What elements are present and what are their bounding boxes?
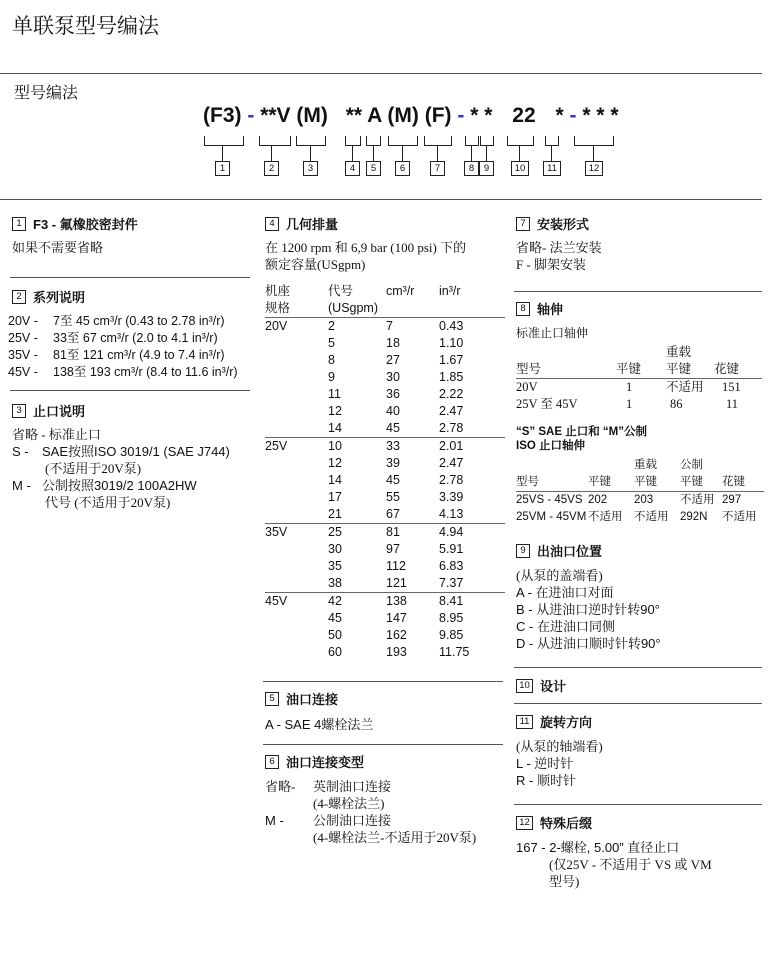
section-text: F - 脚架安装	[516, 257, 587, 272]
code-bracket	[366, 136, 381, 146]
cell: 10	[328, 438, 386, 456]
cell	[265, 610, 328, 627]
option-code: S -	[12, 444, 29, 459]
cell: 不适用	[680, 492, 722, 510]
cell: 2.47	[439, 404, 464, 418]
code-bracket	[507, 136, 534, 146]
cell	[265, 506, 328, 524]
col-header: 重载	[634, 459, 657, 471]
section-divider	[10, 390, 250, 391]
label-box: 10	[511, 161, 529, 176]
displacement-table	[265, 283, 505, 661]
section-10	[516, 676, 766, 695]
cell	[265, 352, 328, 369]
shaft-table-standard	[516, 344, 762, 413]
code-part: *	[596, 104, 605, 127]
cell: 20V	[516, 379, 616, 397]
cell: 27	[386, 353, 400, 367]
code-part: A	[367, 104, 382, 127]
cell: 60	[328, 645, 342, 659]
option-note: (4-螺栓法兰)	[313, 796, 385, 811]
table-row	[265, 541, 505, 558]
bracket-stem	[271, 146, 272, 161]
cell: 8	[328, 353, 335, 367]
cell: 17	[328, 490, 342, 504]
section-text: ISO 止口轴伸	[516, 440, 586, 452]
cell: 138	[386, 593, 439, 611]
label-box: 7	[430, 161, 445, 176]
section-title: 安装形式	[537, 217, 590, 232]
bracket-stem	[593, 146, 594, 161]
section-title: 轴伸	[537, 302, 564, 317]
page-title: 单联泵型号编法	[12, 15, 159, 38]
label-box: 6	[395, 161, 410, 176]
bracket-stem	[519, 146, 520, 161]
table-row	[265, 472, 505, 489]
table-row	[265, 403, 505, 420]
section-number: 5	[265, 692, 279, 706]
section-number: 8	[516, 302, 530, 316]
table-row	[265, 575, 505, 593]
code-part: (F)	[424, 104, 452, 127]
cell: 9.85	[439, 628, 464, 642]
section-number: 1	[12, 217, 26, 231]
table-row	[265, 352, 505, 369]
code-bracket	[204, 136, 244, 146]
table-row	[265, 386, 505, 403]
label-box: 4	[345, 161, 360, 176]
cell: 50	[328, 628, 342, 642]
table-row	[265, 318, 505, 336]
section-title: F3 - 氟橡胶密封件	[33, 217, 138, 232]
cell: 14	[328, 421, 342, 435]
code-part: *	[582, 104, 591, 127]
col-header: 平键	[666, 362, 692, 376]
cell: 1.85	[439, 370, 464, 384]
table-row	[265, 335, 505, 352]
option-note: 型号)	[549, 874, 580, 889]
bracket-stem	[352, 146, 353, 161]
code-bracket	[480, 136, 494, 146]
cell: 45V	[265, 593, 328, 611]
cell: 2.78	[439, 421, 464, 435]
bracket-stem	[486, 146, 487, 161]
section-divider	[514, 804, 762, 805]
cell: 25VM - 45VM	[516, 511, 587, 523]
cell: 81	[386, 524, 439, 542]
series-table	[8, 313, 238, 381]
code-part: (M)	[387, 104, 419, 127]
section-title: 油口连接变型	[286, 755, 365, 770]
section-title: 出油口位置	[537, 544, 603, 559]
cell: 3.39	[439, 490, 464, 504]
cell: 2.78	[439, 473, 464, 487]
col-header: 规格	[265, 301, 291, 315]
option-text: 英制油口连接	[313, 779, 392, 794]
series-code: 35V -	[8, 348, 38, 362]
section-number: 11	[516, 715, 533, 729]
cell: 151	[714, 379, 762, 397]
cell: 14	[328, 473, 342, 487]
section-11	[516, 712, 766, 789]
cell: 67	[386, 507, 400, 521]
option-text: 公制按照3019/2 100A2HW	[42, 478, 197, 493]
section-text: 标准止口轴伸	[516, 326, 589, 340]
col-header: 花键	[722, 476, 745, 488]
cell	[265, 489, 328, 506]
cell: 86	[670, 397, 683, 411]
bracket-stem	[471, 146, 472, 161]
option-text: 167 - 2-螺栓, 5.00” 直径止口	[516, 840, 680, 855]
bracket-stem	[402, 146, 403, 161]
option-note: (仅25V - 不适用于 VS 或 VM	[549, 857, 712, 872]
col-header: 平键	[634, 476, 657, 488]
section-text: (从泵的轴端看)	[516, 739, 603, 754]
col-header: 型号	[516, 476, 539, 488]
col-header: cm³/r	[386, 284, 415, 298]
section-6	[265, 752, 505, 846]
section-title: 设计	[540, 679, 567, 694]
section-number: 6	[265, 755, 279, 769]
section-7	[516, 214, 766, 273]
cell: 202	[588, 492, 634, 510]
series-range: 81至 121 cm³/r (4.9 to 7.4 in³/r)	[53, 348, 225, 362]
label-box: 1	[215, 161, 230, 176]
cell: 6.83	[439, 559, 464, 573]
series-range: 7至 45 cm³/r (0.43 to 2.78 in³/r)	[53, 314, 225, 328]
section-divider	[10, 277, 250, 278]
section-divider	[263, 681, 503, 682]
section-9	[516, 541, 766, 652]
section-5	[265, 689, 505, 733]
cell	[265, 420, 328, 438]
section-text: A - SAE 4螺栓法兰	[265, 717, 374, 732]
section-title: 几何排量	[286, 217, 339, 232]
section-number: 3	[12, 404, 26, 418]
section-number: 12	[516, 816, 533, 830]
option-text: B - 从进油口逆时针转90°	[516, 602, 660, 617]
cell: 21	[328, 507, 342, 521]
section-number: 10	[516, 679, 533, 693]
bracket-stem	[551, 146, 552, 161]
label-box: 5	[366, 161, 381, 176]
option-text: C - 在进油口同侧	[516, 619, 615, 634]
section-number: 7	[516, 217, 530, 231]
section-title: 油口连接	[286, 692, 339, 707]
cell: 5.91	[439, 542, 464, 556]
label-box: 8	[464, 161, 479, 176]
section-text: 如果不需要省略	[12, 240, 104, 255]
col-header: 平键	[616, 362, 642, 376]
cell	[265, 369, 328, 386]
section-title: 特殊后缀	[540, 816, 593, 831]
cell	[265, 455, 328, 472]
label-box: 9	[479, 161, 494, 176]
cell: 25	[328, 524, 386, 542]
table-row	[265, 593, 505, 611]
shaft-table-iso	[516, 457, 764, 526]
code-part: *	[610, 104, 619, 127]
code-dash: -	[569, 104, 577, 127]
section-text: “S” SAE 止口和 “M”公制	[516, 426, 647, 438]
code-part: *	[484, 104, 493, 127]
cell: 2.22	[439, 387, 464, 401]
option-code: 省略-	[265, 779, 296, 794]
cell: 8.95	[439, 611, 464, 625]
cell: 2	[328, 318, 386, 336]
code-bracket	[465, 136, 479, 146]
section-number: 9	[516, 544, 530, 558]
cell: 7	[386, 318, 439, 336]
cell: 11	[328, 387, 341, 401]
cell: 0.43	[439, 318, 505, 336]
col-header: (USgpm)	[328, 301, 379, 315]
cell: 11.75	[439, 645, 470, 659]
code-part: (F3)	[203, 104, 242, 127]
cell: 不适用	[634, 511, 669, 523]
cell: 38	[328, 576, 342, 590]
cell: 12	[328, 456, 342, 470]
cell: 不适用	[666, 379, 714, 397]
option-text: R - 顺时针	[516, 773, 576, 788]
cell: 1	[616, 379, 666, 397]
cell	[265, 335, 328, 352]
cell: 4.94	[439, 524, 505, 542]
code-bracket	[574, 136, 614, 146]
cell: 不适用	[722, 511, 757, 523]
table-row	[265, 420, 505, 438]
cell: 162	[386, 628, 407, 642]
code-bracket	[424, 136, 452, 146]
code-bracket	[259, 136, 291, 146]
section-title: 系列说明	[33, 290, 86, 305]
option-code: M -	[12, 478, 31, 493]
option-code: M -	[265, 813, 284, 828]
section-text: (从泵的盖端看)	[516, 568, 603, 583]
code-part: 22	[512, 104, 536, 127]
section-divider	[514, 667, 762, 668]
cell: 45	[386, 473, 400, 487]
cell	[265, 627, 328, 644]
code-part: *	[555, 104, 564, 127]
table-row	[265, 644, 505, 661]
cell: 203	[634, 492, 680, 510]
title-divider	[0, 73, 762, 74]
section-subtitle: 型号编法	[14, 85, 79, 102]
col-header: 代号	[328, 284, 354, 298]
code-part: **V	[260, 104, 291, 127]
cell	[265, 541, 328, 558]
section-8	[516, 299, 766, 526]
section-3	[12, 401, 252, 511]
cell: 18	[386, 336, 400, 350]
option-note: (4-螺栓法兰-不适用于20V泵)	[313, 830, 477, 845]
cell: 35	[328, 559, 342, 573]
cell: 39	[386, 456, 400, 470]
option-text: SAE按照ISO 3019/1 (SAE J744)	[42, 444, 230, 459]
col-header: 平键	[588, 476, 611, 488]
table-row	[265, 506, 505, 524]
col-header: 花键	[714, 362, 740, 376]
cell: 5	[328, 336, 335, 350]
bracket-stem	[310, 146, 311, 161]
cell	[265, 558, 328, 575]
section-title: 旋转方向	[540, 715, 593, 730]
bracket-stem	[437, 146, 438, 161]
series-range: 138至 193 cm³/r (8.4 to 11.6 in³/r)	[53, 365, 238, 379]
cell: 25VS - 45VS	[516, 492, 588, 510]
section-text: 省略 - 标准止口	[12, 427, 101, 442]
cell: 292N	[680, 511, 708, 523]
cell: 1	[626, 397, 633, 411]
section-number: 2	[12, 290, 26, 304]
cell: 20V	[265, 318, 328, 336]
cell: 11	[726, 397, 739, 411]
section-1	[12, 214, 252, 256]
cell: 35V	[265, 524, 328, 542]
cell: 40	[386, 404, 400, 418]
section-4	[265, 214, 505, 661]
cell: 97	[386, 542, 400, 556]
col-header: 机座	[265, 284, 291, 298]
option-text: D - 从进油口顺时针转90°	[516, 636, 661, 651]
option-text: 公制油口连接	[313, 813, 392, 828]
col-header: 重载	[666, 345, 692, 359]
section-divider	[263, 744, 503, 745]
option-note: 代号 (不适用于20V泵)	[45, 495, 171, 510]
cell: 25V	[265, 438, 328, 456]
cell: 297	[722, 492, 764, 510]
cell	[265, 403, 328, 420]
series-code: 25V -	[8, 331, 38, 345]
cell: 45	[328, 611, 342, 625]
code-part: (M)	[296, 104, 328, 127]
cell	[265, 386, 328, 403]
code-part: **	[345, 104, 363, 127]
section-text: 在 1200 rpm 和 6,9 bar (100 psi) 下的	[265, 240, 467, 255]
cell: 7.37	[439, 576, 464, 590]
col-header: 平键	[680, 476, 703, 488]
option-text: A - 在进油口对面	[516, 585, 614, 600]
section-text: 省略- 法兰安装	[516, 240, 602, 255]
cell: 33	[386, 438, 439, 456]
cell: 193	[386, 645, 407, 659]
cell	[265, 472, 328, 489]
bracket-stem	[222, 146, 223, 161]
cell: 2.47	[439, 456, 464, 470]
code-bracket	[345, 136, 361, 146]
section-divider	[514, 703, 762, 704]
series-code: 20V -	[8, 314, 38, 328]
code-part: *	[470, 104, 479, 127]
code-dash: -	[457, 104, 465, 127]
cell: 4.13	[439, 507, 464, 521]
cell: 121	[386, 576, 407, 590]
cell: 1.10	[439, 336, 464, 350]
cell: 2.01	[439, 438, 505, 456]
bracket-stem	[373, 146, 374, 161]
code-divider	[0, 199, 762, 200]
label-box: 12	[585, 161, 603, 176]
col-header: 公制	[680, 459, 703, 471]
cell: 55	[386, 490, 400, 504]
table-row	[265, 369, 505, 386]
label-box: 2	[264, 161, 279, 176]
cell: 112	[386, 559, 406, 573]
option-text: L - 逆时针	[516, 756, 574, 771]
table-row	[265, 558, 505, 575]
cell: 12	[328, 404, 342, 418]
section-12	[516, 813, 766, 890]
cell	[265, 644, 328, 661]
cell: 30	[386, 370, 400, 384]
code-bracket	[388, 136, 418, 146]
section-divider	[514, 291, 762, 292]
series-code: 45V -	[8, 365, 38, 379]
table-row	[265, 438, 505, 456]
cell: 不适用	[588, 511, 623, 523]
section-title: 止口说明	[33, 404, 86, 419]
model-code	[203, 104, 619, 128]
section-2	[8, 287, 262, 381]
cell: 36	[386, 387, 400, 401]
cell: 8.41	[439, 593, 505, 611]
table-row	[265, 524, 505, 542]
section-number: 4	[265, 217, 279, 231]
option-note: (不适用于20V泵)	[45, 461, 142, 476]
table-row	[265, 627, 505, 644]
table-row	[265, 610, 505, 627]
cell: 1.67	[439, 353, 464, 367]
label-box: 11	[543, 161, 561, 176]
cell: 45	[386, 421, 400, 435]
code-bracket	[545, 136, 559, 146]
cell: 25V 至 45V	[516, 397, 578, 411]
code-dash: -	[247, 104, 255, 127]
col-header: in³/r	[439, 284, 461, 298]
series-range: 33至 67 cm³/r (2.0 to 4.1 in³/r)	[53, 331, 218, 345]
cell: 147	[386, 611, 407, 625]
code-bracket	[296, 136, 326, 146]
cell: 30	[328, 542, 342, 556]
cell: 9	[328, 370, 335, 384]
section-text: 额定容量(USgpm)	[265, 257, 366, 272]
label-box: 3	[303, 161, 318, 176]
table-row	[265, 489, 505, 506]
table-row	[265, 455, 505, 472]
cell: 42	[328, 593, 386, 611]
col-header: 型号	[516, 362, 542, 376]
cell	[265, 575, 328, 593]
